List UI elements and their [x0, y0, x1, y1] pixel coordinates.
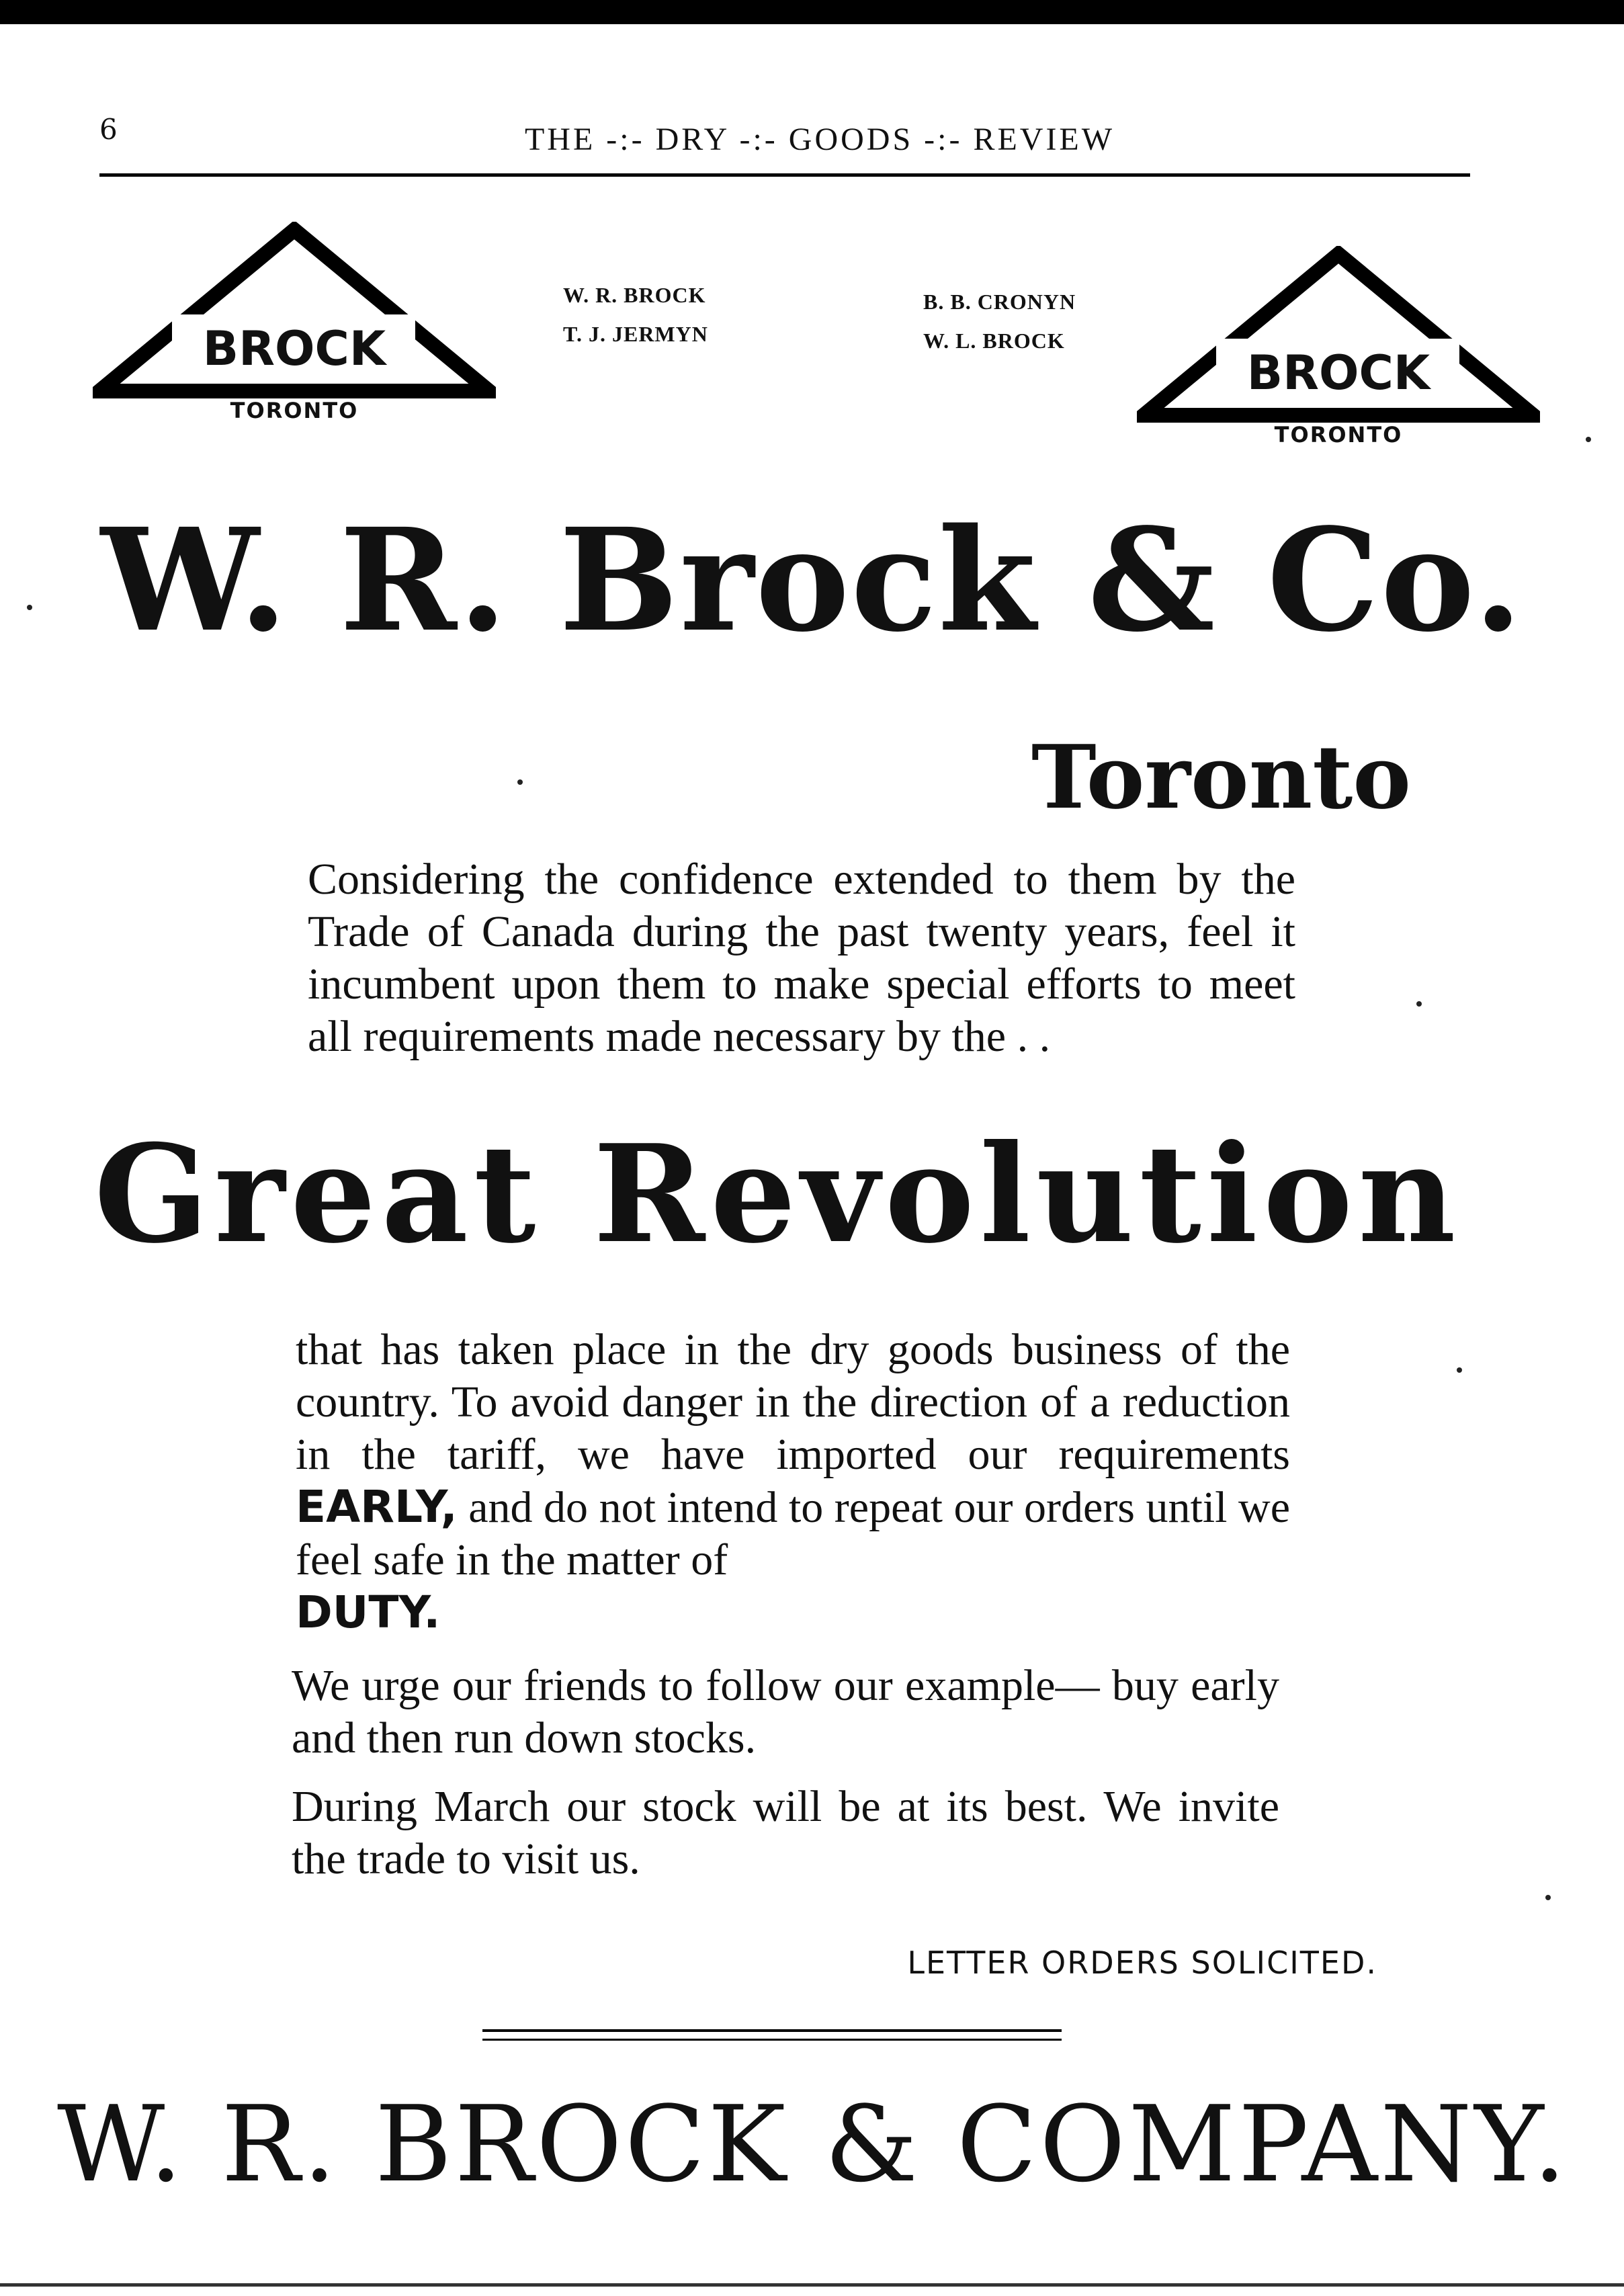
bottom-scan-border: [0, 2283, 1624, 2287]
emphasis-duty: DUTY.: [296, 1586, 441, 1638]
firm-title: W. R. Brock & Co.: [101, 497, 1525, 663]
partner-name: W. L. BROCK: [923, 329, 1065, 353]
header-rule: [99, 173, 1470, 177]
scan-speck: [1545, 1895, 1551, 1900]
divider-rule: [482, 2039, 1062, 2041]
body-paragraph: [296, 1324, 1290, 1640]
body-text: and do not intend to repeat our orders until we feel safe in the matter of: [296, 1483, 1291, 1584]
intro-paragraph: Considering the confidence extended to them by the Trade of Canada during the past twenty years, feel it incumbent upon them to make special efforts to meet all requirements made necessary by the . .: [308, 855, 1295, 1061]
invite-paragraph: During March our stock will be at its best. We invite the trade to visit us.: [292, 1782, 1279, 1883]
page-number: 6: [99, 113, 118, 146]
partner-name: W. R. BROCK: [563, 283, 706, 307]
scan-speck: [1586, 437, 1591, 442]
partner-name: B. B. CRONYN: [923, 290, 1076, 314]
logo-city-text: TORONTO: [1274, 422, 1403, 448]
city-heading: Toronto: [1031, 726, 1411, 828]
emphasis-early: EARLY,: [296, 1481, 458, 1533]
headline: Great Revolution: [94, 1115, 1461, 1273]
body-text: that has taken place in the dry goods business of the country. To avoid danger in the direction of a reduction in the tariff, we have imported our requirements: [296, 1325, 1290, 1479]
letter-orders-line: LETTER ORDERS SOLICITED.: [907, 1945, 1377, 1981]
top-scan-border: [0, 0, 1624, 24]
scan-speck: [1457, 1367, 1462, 1373]
scan-speck: [1416, 1001, 1422, 1007]
logo-mark-text: BROCK: [202, 321, 386, 376]
scan-speck: [27, 605, 32, 610]
divider-rule: [482, 2029, 1062, 2032]
partner-name: T. J. JERMYN: [563, 322, 708, 346]
brock-logo-left: [93, 222, 496, 423]
logo-mark-text: BROCK: [1246, 345, 1430, 400]
scan-speck: [517, 779, 523, 785]
partner-list-right: [923, 282, 1076, 360]
footer-company-name: W. R. BROCK & COMPANY.: [56, 2083, 1570, 2205]
urge-paragraph: We urge our friends to follow our example— buy early and then run down stocks.: [292, 1661, 1279, 1762]
running-head: THE -:- DRY -:- GOODS -:- REVIEW: [524, 122, 1115, 157]
partner-list-left: [563, 275, 708, 353]
brock-logo-right: [1137, 246, 1540, 448]
logo-city-text: TORONTO: [230, 398, 359, 423]
